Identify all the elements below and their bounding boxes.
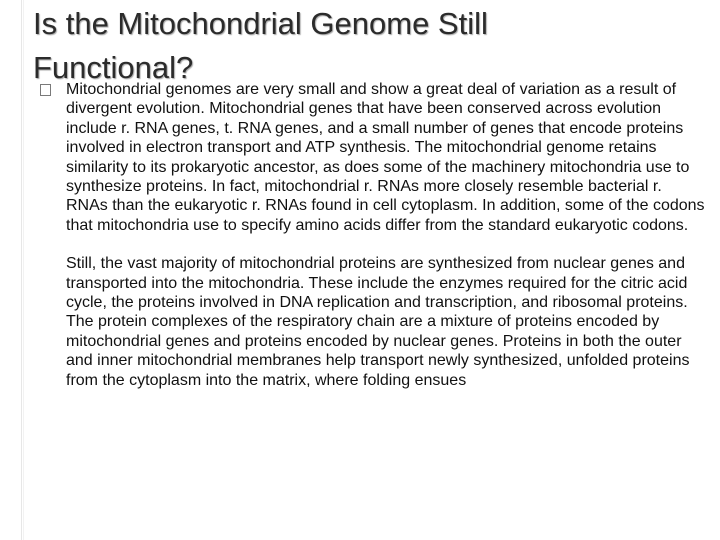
slide-body <box>40 80 705 390</box>
paragraph-mitochondrial-genomes: Mitochondrial genomes are very small and show a great deal of variation as a result of divergent evolution. Mitochondrial genes that have been conserved across evolution include r. RNA genes, t. RNA genes, and a small number of genes that encode proteins involved in electron transport and ATP synthesis. The mitochondrial genome retains similarity to its prokaryotic ancestor, as does some of the machinery mitochondria use to synthesize proteins. In fact, mitochondrial r. RNAs more closely resemble bacterial r. RNAs than the eukaryotic r. RNAs found in cell cytoplasm. In addition, some of the codons that mitochondria use to specify amino acids differ from the standard eukaryotic codons. <box>66 81 705 234</box>
bullet-item <box>40 80 705 235</box>
slide-left-rule <box>21 0 22 540</box>
slide-title: Is the Mitochondrial Genome Still Functional? <box>33 6 488 85</box>
slide-left-rule-secondary <box>23 0 24 540</box>
paragraph-nuclear-genes: Still, the vast majority of mitochondrial proteins are synthesized from nuclear genes and transported into the mitochondria. These include the enzymes required for the citric acid cycle, the proteins involved in DNA replication and transcription, and ribosomal proteins. The protein complexes of the respiratory chain are a mixture of proteins encoded by mitochondrial genes and proteins encoded by nuclear genes. Proteins in both the outer and inner mitochondrial membranes help transport newly synthesized, unfolded proteins from the cytoplasm into the matrix, where folding ensues <box>66 255 690 389</box>
checkbox-bullet-icon <box>40 84 51 96</box>
